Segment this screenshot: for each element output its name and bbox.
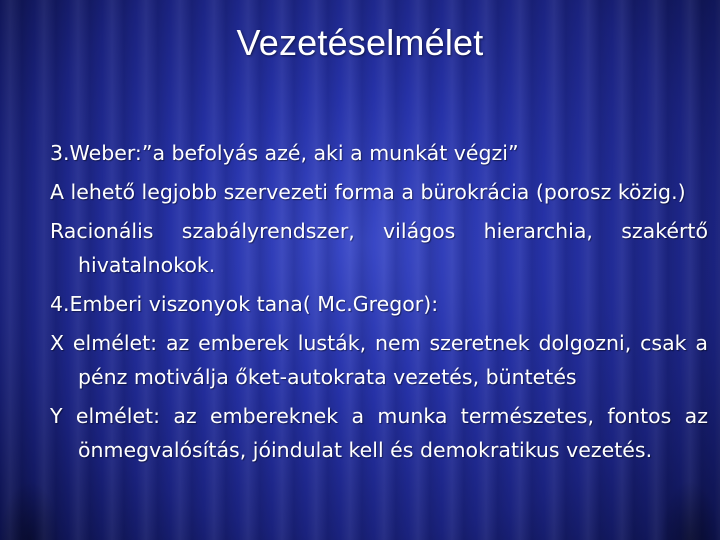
slide-title: Vezetéselmélet [236,22,484,63]
slide-body [50,136,708,472]
paragraph-human-relations: 4.Emberi viszonyok tana( Mc.Gregor): [50,292,439,316]
drape-shadow-left [0,480,60,540]
paragraph-theory-x: X elmélet: az emberek lusták, nem szeretnek dolgozni, csak a pénz motiválja őket-autokrata vezetés, büntetés [50,331,708,389]
paragraph-bureaucracy: A lehető legjobb szervezeti forma a bürokrácia (porosz közig.) [50,180,686,204]
drape-shadow-right [660,480,720,540]
paragraph-theory-y: Y elmélet: az embereknek a munka természetes, fontos az önmegvalósítás, jóindulat kell és demokratikus vezetés. [50,404,708,462]
paragraph-weber: 3.Weber:”a befolyás azé, aki a munkát végzi” [50,141,519,165]
paragraph-rational-rules: Racionális szabályrendszer, világos hierarchia, szakértő hivatalnokok. [50,219,708,277]
